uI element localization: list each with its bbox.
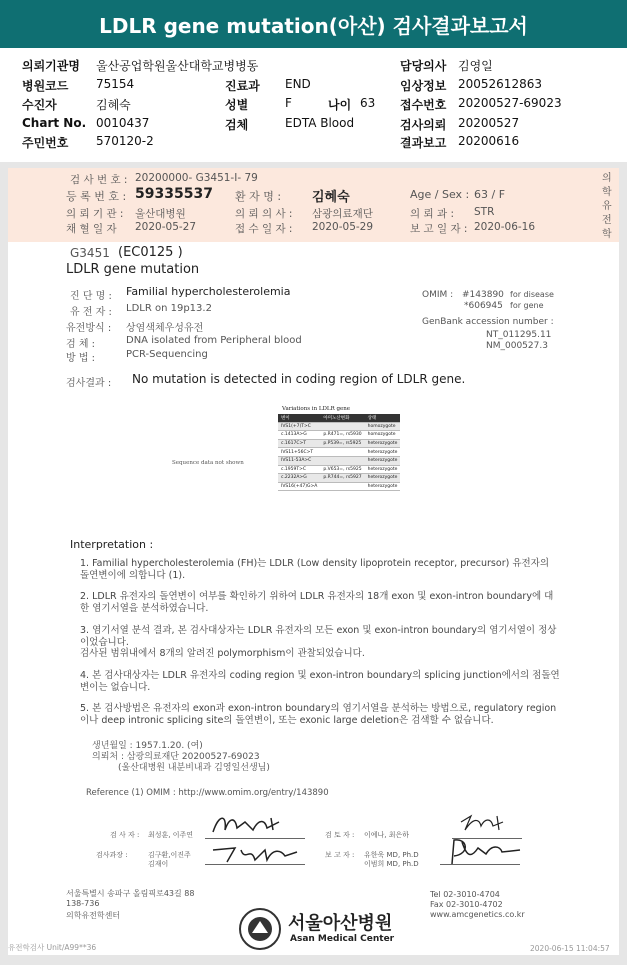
variant-cell: c.1617C>T (278, 439, 320, 448)
header-value: 20200527 (458, 116, 520, 130)
variant-cell: heterozygote (365, 448, 401, 457)
omim-label: OMIM : (422, 290, 454, 300)
reporter-label: 보 고 자 : (325, 851, 355, 859)
variant-cell: heterozygote (365, 474, 401, 483)
variant-cell (320, 482, 364, 491)
variant-cell: heterozygote (365, 456, 401, 465)
fax: Fax 02-3010-4702 (430, 900, 503, 909)
variant-row (278, 431, 400, 440)
reg-no-label: 등 록 번 호 : (66, 190, 127, 203)
reg-no: 59335537 (135, 186, 213, 202)
patient-label: 환 자 명 : (235, 190, 282, 203)
variant-table-header: 상태 (365, 414, 401, 422)
address-1: 서울특별시 송파구 올림픽로43길 88 (66, 889, 195, 898)
omim-1: #143890 (462, 290, 504, 300)
variant-table-header: 변이 (278, 414, 320, 422)
variant-row (278, 465, 400, 474)
asan-foundation-logo (238, 907, 282, 951)
doctor: 삼광의료재단 (312, 208, 373, 220)
variant-cell: p.P539=, rs5925 (320, 439, 364, 448)
header-value: 울산공업학원울산대학교병병동 (96, 59, 259, 73)
tester: 최성훈, 이주연 (148, 831, 194, 839)
institution: 울산대병원 (135, 208, 186, 220)
side-dept-text: 의학유전학 (602, 173, 612, 240)
address-3: 의학유전학센터 (66, 911, 121, 920)
header-label: 담당의사 (400, 59, 447, 73)
test-code-2: (EC0125 ) (118, 245, 183, 260)
variant-cell: p.R471=, rs5930 (320, 431, 364, 440)
interp-item-3: 3. 염기서열 분석 결과, 본 검사대상자는 LDLR 유전자의 모든 exon 및 exon-intron boundary의 염기서열이 정상이었습니다. (80, 625, 557, 648)
variant-row (278, 439, 400, 448)
header-label: 주민번호 (22, 136, 69, 150)
header-value: 75154 (96, 77, 135, 91)
header-label: 진료과 (225, 79, 260, 93)
variant-cell: c.2232A>G (278, 474, 320, 483)
variant-row (278, 422, 400, 431)
header-value: END (285, 77, 311, 91)
variant-cell (320, 448, 364, 457)
interp-item-5: 5. 본 검사방법은 유전자의 exon과 exon-intron boundary의 염기서열을 분석하는 방법으로, regulatory region이나 deep intronic splicing site의 돌연변이, 또는 exonic large deletion은 검색할 수 없습니다. (80, 703, 557, 726)
variant-cell: IVS11-53A>C (278, 456, 320, 465)
inherit: 상염색체우성유전 (126, 323, 204, 334)
hospital-name-kr: 서울아산병원 (288, 913, 393, 934)
address-2: 138-736 (66, 899, 100, 908)
test-code: G3451 (70, 246, 110, 260)
ward-label: 의 뢰 과 : (410, 208, 454, 220)
header-value: F (285, 96, 292, 110)
header-label: 수진자 (22, 98, 57, 112)
variant-cell: heterozygote (365, 482, 401, 491)
header-label: Chart No. (22, 116, 87, 130)
header-value: 김영일 (458, 59, 493, 73)
tester-sign-line (205, 838, 305, 839)
header-info (0, 48, 627, 162)
variant-table-title: Variations in LDLR gene (282, 406, 351, 412)
test-name: LDLR gene mutation (66, 262, 200, 277)
variant-cell (320, 422, 364, 431)
supervisor-sign-line (205, 864, 305, 865)
supervisor-label: 검사과장 : (96, 851, 128, 859)
report-date: 2020-06-16 (474, 221, 536, 233)
specimen: DNA isolated from Peripheral blood (126, 335, 302, 346)
omim-2: *606945 (464, 301, 503, 311)
variant-row (278, 482, 400, 491)
genbank-2: NM_000527.3 (486, 341, 548, 351)
header-value: 20200527-69023 (458, 96, 562, 110)
header-value: 김혜숙 (96, 98, 131, 112)
header-value: 63 (360, 96, 376, 110)
result-label: 검사결과 : (66, 378, 112, 389)
requester-2: (울산대병원 내분비내과 김영일선생님) (118, 763, 270, 773)
website: www.amcgenetics.co.kr (430, 910, 525, 919)
variant-cell: homozygote (365, 431, 401, 440)
header-label: 검사의뢰 (400, 118, 447, 132)
patient-name: 김혜숙 (312, 190, 350, 205)
reviewer: 이예나, 최은하 (364, 831, 410, 839)
variant-cell: heterozygote (365, 439, 401, 448)
collect-label: 채 혈 일 자 (66, 223, 117, 235)
receive-label: 접 수 일 자 : (235, 223, 293, 235)
result-text: No mutation is detected in coding region of LDLR gene. (132, 372, 466, 386)
genbank-1: NT_011295.11 (486, 330, 552, 340)
variant-cell: IVS1(+7)T>C (278, 422, 320, 431)
age-sex-label: Age / Sex : (410, 188, 470, 201)
header-value: 20200616 (458, 134, 520, 148)
header-value: 570120-2 (96, 134, 154, 148)
omim-1-note: for disease (510, 290, 554, 299)
method: PCR-Sequencing (126, 349, 208, 360)
header-label: 의뢰기관명 (22, 59, 80, 73)
reviewer-signature (455, 808, 525, 836)
variant-cell: p.V653=, rs5925 (320, 465, 364, 474)
reference: Reference (1) OMIM : http://www.omim.org/entry/143890 (86, 788, 329, 798)
variant-cell: p.R744=, rs5927 (320, 474, 364, 483)
supervisor: 김구환,이진주 (148, 851, 191, 859)
variant-table (278, 414, 400, 491)
omim-2-note: for gene (510, 301, 544, 310)
variant-row (278, 448, 400, 457)
variant-row (278, 456, 400, 465)
method-label: 방 법 : (66, 353, 96, 364)
footer-unit: 유전학검사 Unit/A99**36 (8, 943, 97, 952)
header-label: 검체 (225, 118, 249, 132)
header-label: 임상정보 (400, 79, 447, 93)
variant-cell: homozygote (365, 422, 401, 431)
variant-cell: c.1413A>G (278, 431, 320, 440)
specimen-label: 검 체 : (66, 339, 96, 350)
tester-signature (205, 810, 305, 840)
exam-no: 20200000- G3451-I- 79 (135, 172, 258, 184)
variant-cell: IVS11+56C>T (278, 448, 320, 457)
report-title: LDLR gene mutation(아산) 검사결과보고서 (0, 0, 627, 48)
interp-item-1: 1. Familial hypercholesterolemia (FH)는 LDLR (Low density lipoprotein receptor, precursor) 유전자의 돌연변이에 의합니다 (1). (80, 558, 550, 581)
gene-label: 유 전 자 : (70, 307, 112, 318)
header-label: 병원코드 (22, 79, 69, 93)
header-label: 결과보고 (400, 136, 447, 150)
report-date-label: 보 고 일 자 : (410, 223, 468, 235)
interpretation-label: Interpretation : (70, 538, 154, 551)
collect-date: 2020-05-27 (135, 221, 197, 233)
exam-no-label: 검 사 번 호 : (70, 174, 128, 186)
tester-label: 검 사 자 : (110, 831, 140, 839)
variant-cell (320, 456, 364, 465)
age-sex: 63 / F (474, 188, 506, 201)
header-label: 접수번호 (400, 98, 447, 112)
header-label: 나이 (328, 98, 352, 112)
birth-date: 생년월일 : 1957.1.20. (여) (92, 741, 203, 751)
diagnosis-label: 진 단 명 : (70, 291, 112, 302)
reporter-2: 이범희 MD, Ph.D (364, 860, 419, 868)
hospital-name-en: Asan Medical Center (290, 934, 395, 944)
ward: STR (474, 206, 495, 218)
gene: LDLR on 19p13.2 (126, 303, 212, 314)
footer-timestamp: 2020-06-15 11:04:57 (530, 944, 610, 953)
genbank-label: GenBank accession number : (422, 317, 554, 327)
supervisor-2: 김재이 (148, 860, 169, 868)
tel: Tel 02-3010-4704 (430, 890, 500, 899)
header-label: 성별 (225, 98, 249, 112)
header-value: EDTA Blood (285, 116, 355, 130)
sequence-note: Sequence data not shown (172, 460, 244, 466)
variant-table-header: 아미노산변화 (320, 414, 364, 422)
header-value: 20052612863 (458, 77, 542, 91)
interp-item-2: 2. LDLR 유전자의 돌연변이 여부를 확인하기 위하여 LDLR 유전자의 18개 exon 및 exon-intron boundary에 대한 염기서열을 분석하였습니다. (80, 591, 554, 614)
variant-cell: IVS16(+47)G>A (278, 482, 320, 491)
requester: 의뢰처 : 삼광의료재단 20200527-69023 (92, 752, 260, 762)
interp-item-3b: 검사된 범위내에서 8개의 알려진 polymorphism이 관찰되었습니다. (80, 648, 365, 659)
diagnosis: Familial hypercholesterolemia (126, 285, 291, 298)
reporter-sign-line (440, 864, 520, 865)
variant-cell: c.1959T>C (278, 465, 320, 474)
header-value: 0010437 (96, 116, 150, 130)
receive-date: 2020-05-29 (312, 221, 374, 233)
inherit-label: 유전방식 : (66, 323, 112, 334)
interp-item-4: 4. 본 검사대상자는 LDLR 유전자의 coding region 및 exon-intron boundary의 splicing junction에서의 점돌연변이는 없습니다. (80, 670, 560, 693)
variant-cell: heterozygote (365, 465, 401, 474)
reporter: 유한욱 MD, Ph.D (364, 851, 419, 859)
institution-label: 의 뢰 기 관 : (66, 208, 124, 220)
doctor-label: 의 뢰 의 사 : (235, 208, 293, 220)
variant-row (278, 474, 400, 483)
reviewer-label: 검 토 자 : (325, 831, 355, 839)
